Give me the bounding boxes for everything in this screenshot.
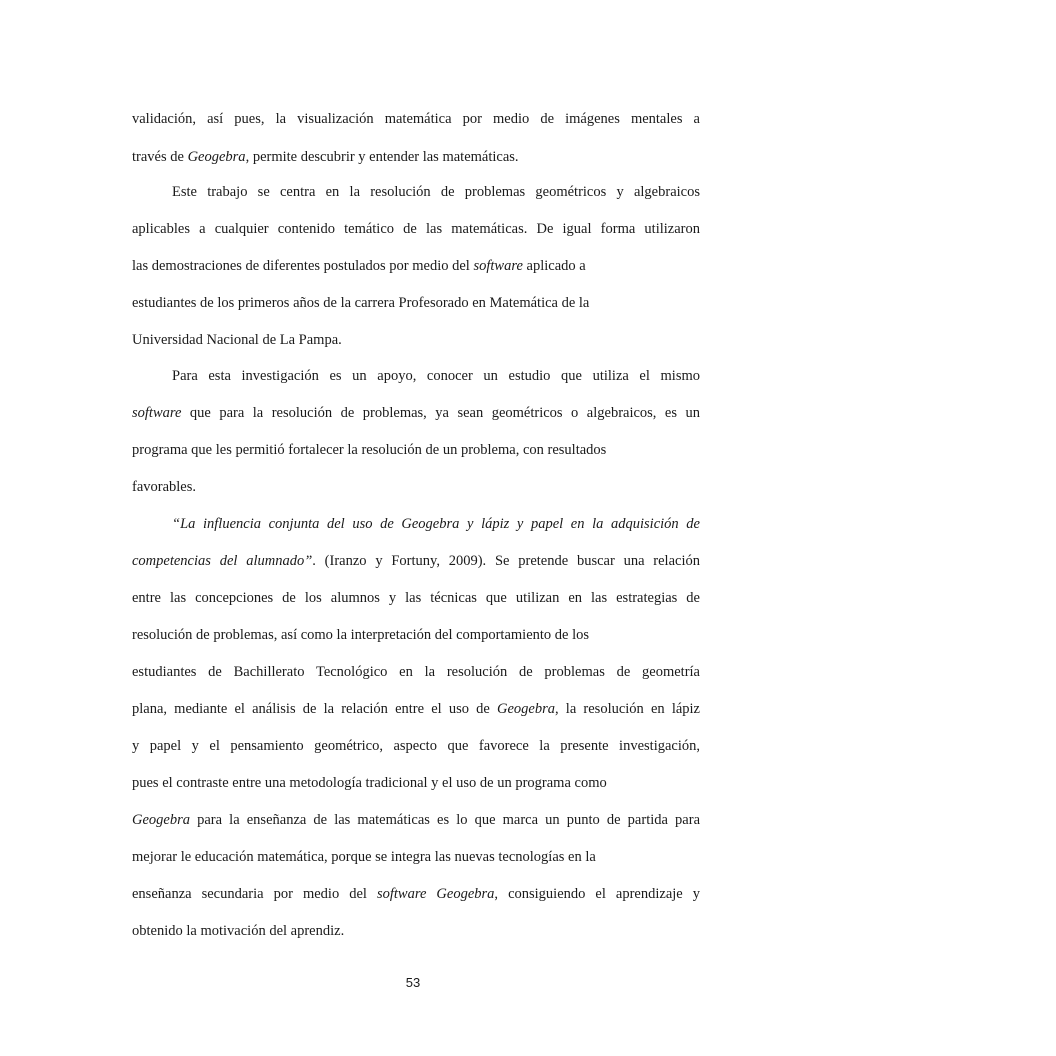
text-line [132,626,589,644]
text-line [132,774,607,792]
text-segment: las demostraciones de diferentes postulados por medio del [132,258,474,274]
text-segment: , consiguiendo el aprendizaje y [494,886,700,902]
text-line [172,515,700,533]
text-segment-italic: software [473,258,523,274]
text-line [132,478,196,496]
text-segment: para la enseñanza de las matemáticas es lo que marca un punto de partida para [190,812,700,828]
text-line [132,257,586,275]
text-segment-italic: Geogebra [497,701,555,717]
text-segment-italic: “La influencia conjunta del uso de Geogebra y lápiz y papel en la adquisición de [172,516,700,532]
text-segment: Universidad Nacional de La Pampa. [132,332,342,348]
text-segment-italic: Geogebra [132,812,190,828]
text-segment: enseñanza secundaria por medio del [132,886,377,902]
text-segment: aplicables a cualquier contenido temático de las matemáticas. De igual forma utilizaron [132,221,700,237]
text-segment-italic: software [132,405,182,421]
text-line [132,441,606,459]
text-segment: favorables. [132,479,197,495]
text-segment: entre las concepciones de los alumnos y las técnicas que utilizan en las estrategias de [132,590,700,606]
text-line [132,811,700,829]
text-segment: pues el contraste entre una metodología tradicional y el uso de un programa como [132,775,607,791]
text-segment-italic: Geogebra [187,149,246,165]
text-segment: resolución de problemas, así como la interpretación del comportamiento de los [132,627,590,643]
text-segment: estudiantes de Bachillerato Tecnológico en la resolución de problemas de geometría [132,664,700,680]
text-segment: estudiantes de los primeros años de la carrera Profesorado en Matemática de la [132,295,590,311]
text-segment: través de [132,149,188,165]
text-segment: , la resolución en lápiz [555,701,700,717]
text-line [132,552,700,570]
text-segment: mejorar le educación matemática, porque se integra las nuevas tecnologías en la [132,849,596,865]
text-segment: obtenido la motivación del aprendiz. [132,923,345,939]
text-segment: que para la resolución de problemas, ya sean geométricos o algebraicos, es un [181,405,700,421]
text-segment: Para esta investigación es un apoyo, conocer un estudio que utiliza el mismo [172,368,700,384]
text-segment: . (Iranzo y Fortuny, 2009). Se pretende buscar una relación [312,553,700,569]
text-line [132,589,700,607]
text-segment-italic: software Geogebra [376,886,495,902]
text-line [132,922,344,940]
text-line [132,700,700,718]
text-segment: y papel y el pensamiento geométrico, aspecto que favorece la presente investigación, [132,738,700,754]
text-line [132,663,700,681]
text-line [132,737,700,755]
text-segment: plana, mediante el análisis de la relación entre el uso de [132,701,497,717]
text-line [132,331,342,349]
text-segment: programa que les permitió fortalecer la resolución de un problema, con resultados [132,442,607,458]
text-line [132,294,589,312]
text-line [132,848,596,866]
text-line [172,367,700,385]
text-line [132,220,700,238]
text-segment: validación, así pues, la visualización matemática por medio de imágenes mentales a [132,111,700,127]
text-segment-italic: competencias del alumnado” [132,553,313,569]
text-segment: , permite descubrir y entender las matemáticas. [245,149,519,165]
text-line [132,148,519,166]
page-number: 53 [405,975,421,990]
text-line [132,110,700,128]
text-line [172,183,700,201]
text-line [132,885,700,903]
text-line [132,404,700,422]
text-segment: aplicado a [522,258,586,274]
text-segment: Este trabajo se centra en la resolución de problemas geométricos y algebraicos [172,184,700,200]
